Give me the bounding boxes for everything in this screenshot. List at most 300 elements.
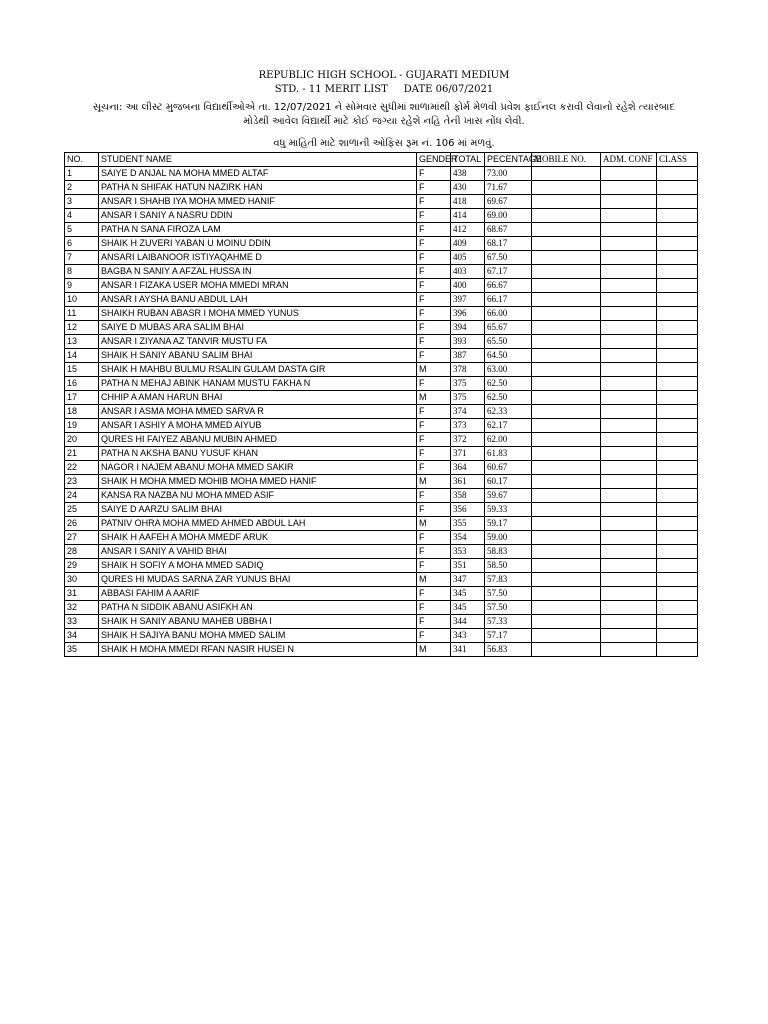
class-cell — [657, 517, 698, 531]
student-name-cell: PATHA N SANA FIROZA LAM — [99, 223, 417, 237]
student-name-cell: ANSAR I AYSHA BANU ABDUL LAH — [99, 293, 417, 307]
gender-cell: F — [417, 223, 451, 237]
percentage-cell: 62.33 — [485, 405, 532, 419]
adm-conf-cell — [601, 517, 657, 531]
total-marks-cell: 353 — [451, 545, 485, 559]
percentage-cell: 59.17 — [485, 517, 532, 531]
col-header-student-name: STUDENT NAME — [99, 153, 417, 167]
gender-cell: F — [417, 181, 451, 195]
percentage-cell: 67.50 — [485, 251, 532, 265]
class-cell — [657, 391, 698, 405]
adm-conf-cell — [601, 335, 657, 349]
mobile-no-cell — [532, 391, 601, 405]
student-name-cell: SHAIK H MOHA MMED MOHIB MOHA MMED HANIF — [99, 475, 417, 489]
table-row — [65, 181, 698, 195]
table-row — [65, 167, 698, 181]
mobile-no-cell — [532, 335, 601, 349]
student-name-cell: QURES HI MUDAS SARNA ZAR YUNUS BHAI — [99, 573, 417, 587]
gender-cell: F — [417, 167, 451, 181]
total-marks-cell: 396 — [451, 307, 485, 321]
adm-conf-cell — [601, 321, 657, 335]
gender-cell: F — [417, 615, 451, 629]
percentage-cell: 57.83 — [485, 573, 532, 587]
gender-cell: F — [417, 377, 451, 391]
student-name-cell: PATHA N AKSHA BANU YUSUF KHAN — [99, 447, 417, 461]
mobile-no-cell — [532, 293, 601, 307]
row-number-cell: 21 — [65, 447, 99, 461]
mobile-no-cell — [532, 377, 601, 391]
adm-conf-cell — [601, 573, 657, 587]
table-row — [65, 503, 698, 517]
adm-conf-cell — [601, 349, 657, 363]
mobile-no-cell — [532, 167, 601, 181]
class-cell — [657, 573, 698, 587]
class-cell — [657, 293, 698, 307]
mobile-no-cell — [532, 531, 601, 545]
row-number-cell: 16 — [65, 377, 99, 391]
table-row — [65, 489, 698, 503]
gender-cell: F — [417, 461, 451, 475]
percentage-cell: 62.50 — [485, 377, 532, 391]
table-row — [65, 559, 698, 573]
percentage-cell: 58.50 — [485, 559, 532, 573]
student-name-cell: SHAIK H AAFEH A MOHA MMEDF ARUK — [99, 531, 417, 545]
row-number-cell: 11 — [65, 307, 99, 321]
total-marks-cell: 361 — [451, 475, 485, 489]
adm-conf-cell — [601, 475, 657, 489]
table-row — [65, 377, 698, 391]
mobile-no-cell — [532, 615, 601, 629]
total-marks-cell: 356 — [451, 503, 485, 517]
gender-cell: F — [417, 349, 451, 363]
student-name-cell: SAIYE D AARZU SALIM BHAI — [99, 503, 417, 517]
class-cell — [657, 503, 698, 517]
gender-cell: M — [417, 517, 451, 531]
gender-cell: F — [417, 447, 451, 461]
total-marks-cell: 351 — [451, 559, 485, 573]
table-row — [65, 517, 698, 531]
class-cell — [657, 461, 698, 475]
percentage-cell: 73.00 — [485, 167, 532, 181]
total-marks-cell: 378 — [451, 363, 485, 377]
total-marks-cell: 397 — [451, 293, 485, 307]
gender-cell: M — [417, 475, 451, 489]
col-header-adm-conf: ADM. CONF — [601, 153, 657, 167]
adm-conf-cell — [601, 643, 657, 657]
student-name-cell: PATHA N SHIFAK HATUN NAZIRK HAN — [99, 181, 417, 195]
gender-cell: F — [417, 405, 451, 419]
mobile-no-cell — [532, 489, 601, 503]
class-cell — [657, 195, 698, 209]
mobile-no-cell — [532, 503, 601, 517]
student-name-cell: ANSAR I ZIYANA AZ TANVIR MUSTU FA — [99, 335, 417, 349]
gender-cell: F — [417, 209, 451, 223]
class-cell — [657, 545, 698, 559]
row-number-cell: 23 — [65, 475, 99, 489]
table-row — [65, 195, 698, 209]
adm-conf-cell — [601, 559, 657, 573]
table-row — [65, 461, 698, 475]
mobile-no-cell — [532, 251, 601, 265]
table-row — [65, 251, 698, 265]
adm-conf-cell — [601, 461, 657, 475]
adm-conf-cell — [601, 293, 657, 307]
adm-conf-cell — [601, 237, 657, 251]
row-number-cell: 10 — [65, 293, 99, 307]
table-row — [65, 265, 698, 279]
adm-conf-cell — [601, 405, 657, 419]
row-number-cell: 17 — [65, 391, 99, 405]
mobile-no-cell — [532, 433, 601, 447]
gender-cell: F — [417, 251, 451, 265]
class-cell — [657, 377, 698, 391]
percentage-cell: 66.00 — [485, 307, 532, 321]
adm-conf-cell — [601, 265, 657, 279]
student-name-cell: SHAIK H SAJIYA BANU MOHA MMED SALIM — [99, 629, 417, 643]
row-number-cell: 19 — [65, 419, 99, 433]
row-number-cell: 28 — [65, 545, 99, 559]
adm-conf-cell — [601, 181, 657, 195]
total-marks-cell: 403 — [451, 265, 485, 279]
mobile-no-cell — [532, 545, 601, 559]
class-cell — [657, 237, 698, 251]
percentage-cell: 57.17 — [485, 629, 532, 643]
col-header-mobile-no: MOBILE NO. — [532, 153, 601, 167]
mobile-no-cell — [532, 279, 601, 293]
adm-conf-cell — [601, 391, 657, 405]
notice-line-2: મોડેથી આવેલ વિદ્યાર્થી માટે કોઈ જગ્યા રહેશે નહિ તેની ખાસ નોંધ લેવી. — [243, 116, 525, 127]
class-cell — [657, 587, 698, 601]
adm-conf-cell — [601, 615, 657, 629]
student-name-cell: ABBASI FAHIM A AARIF — [99, 587, 417, 601]
class-cell — [657, 335, 698, 349]
adm-conf-cell — [601, 307, 657, 321]
percentage-cell: 65.50 — [485, 335, 532, 349]
mobile-no-cell — [532, 237, 601, 251]
class-cell — [657, 167, 698, 181]
school-title: REPUBLIC HIGH SCHOOL - GUJARATI MEDIUM — [258, 70, 510, 81]
gender-cell: F — [417, 545, 451, 559]
student-name-cell: SAIYE D MUBAS ARA SALIM BHAI — [99, 321, 417, 335]
total-marks-cell: 344 — [451, 615, 485, 629]
class-cell — [657, 405, 698, 419]
mobile-no-cell — [532, 223, 601, 237]
percentage-cell: 66.17 — [485, 293, 532, 307]
percentage-cell: 69.00 — [485, 209, 532, 223]
student-name-cell: BAGBA N SANIY A AFZAL HUSSA IN — [99, 265, 417, 279]
student-name-cell: NAGOR I NAJEM ABANU MOHA MMED SAKIR — [99, 461, 417, 475]
mobile-no-cell — [532, 643, 601, 657]
adm-conf-cell — [601, 209, 657, 223]
row-number-cell: 12 — [65, 321, 99, 335]
adm-conf-cell — [601, 167, 657, 181]
gender-cell: F — [417, 265, 451, 279]
col-header-class: CLASS — [657, 153, 698, 167]
gender-cell: F — [417, 489, 451, 503]
student-name-cell: SHAIK H SOFIY A MOHA MMED SADIQ — [99, 559, 417, 573]
row-number-cell: 30 — [65, 573, 99, 587]
percentage-cell: 60.17 — [485, 475, 532, 489]
mobile-no-cell — [532, 307, 601, 321]
adm-conf-cell — [601, 223, 657, 237]
total-marks-cell: 375 — [451, 391, 485, 405]
total-marks-cell: 438 — [451, 167, 485, 181]
total-marks-cell: 343 — [451, 629, 485, 643]
mobile-no-cell — [532, 573, 601, 587]
total-marks-cell: 345 — [451, 601, 485, 615]
row-number-cell: 8 — [65, 265, 99, 279]
student-name-cell: PATHA N MEHAJ ABINK HANAM MUSTU FAKHA N — [99, 377, 417, 391]
class-cell — [657, 265, 698, 279]
gender-cell: F — [417, 433, 451, 447]
mobile-no-cell — [532, 209, 601, 223]
col-header-gender: GENDER — [417, 153, 451, 167]
student-name-cell: CHHIP A AMAN HARUN BHAI — [99, 391, 417, 405]
total-marks-cell: 355 — [451, 517, 485, 531]
table-row — [65, 643, 698, 657]
class-cell — [657, 615, 698, 629]
class-cell — [657, 643, 698, 657]
table-row — [65, 335, 698, 349]
row-number-cell: 29 — [65, 559, 99, 573]
row-number-cell: 20 — [65, 433, 99, 447]
gender-cell: F — [417, 293, 451, 307]
total-marks-cell: 418 — [451, 195, 485, 209]
list-date: DATE 06/07/2021 — [403, 84, 494, 95]
student-name-cell: SHAIK H MAHBU BULMU RSALIN GULAM DASTA GIR — [99, 363, 417, 377]
class-cell — [657, 251, 698, 265]
percentage-cell: 57.50 — [485, 601, 532, 615]
table-row — [65, 307, 698, 321]
total-marks-cell: 393 — [451, 335, 485, 349]
row-number-cell: 24 — [65, 489, 99, 503]
mobile-no-cell — [532, 265, 601, 279]
percentage-cell: 57.50 — [485, 587, 532, 601]
row-number-cell: 15 — [65, 363, 99, 377]
adm-conf-cell — [601, 279, 657, 293]
row-number-cell: 33 — [65, 615, 99, 629]
class-cell — [657, 601, 698, 615]
col-header-percentage: PECENTAGE — [485, 153, 532, 167]
notice-line-3: વધુ માહિતી માટે શાળાની ઓફિસ રૂમ નં. 106 માં મળવું. — [273, 138, 495, 149]
class-cell — [657, 475, 698, 489]
gender-cell: F — [417, 503, 451, 517]
adm-conf-cell — [601, 377, 657, 391]
total-marks-cell: 345 — [451, 587, 485, 601]
class-cell — [657, 433, 698, 447]
class-cell — [657, 419, 698, 433]
percentage-cell: 60.67 — [485, 461, 532, 475]
row-number-cell: 35 — [65, 643, 99, 657]
adm-conf-cell — [601, 251, 657, 265]
percentage-cell: 58.83 — [485, 545, 532, 559]
total-marks-cell: 358 — [451, 489, 485, 503]
table-row — [65, 349, 698, 363]
total-marks-cell: 372 — [451, 433, 485, 447]
table-row — [65, 573, 698, 587]
gender-cell: F — [417, 237, 451, 251]
adm-conf-cell — [601, 629, 657, 643]
class-cell — [657, 363, 698, 377]
class-cell — [657, 181, 698, 195]
student-name-cell: SHAIK H ZUVERI YABAN U MOINU DDIN — [99, 237, 417, 251]
table-row — [65, 321, 698, 335]
adm-conf-cell — [601, 531, 657, 545]
adm-conf-cell — [601, 545, 657, 559]
row-number-cell: 18 — [65, 405, 99, 419]
table-row — [65, 419, 698, 433]
total-marks-cell: 430 — [451, 181, 485, 195]
table-row — [65, 209, 698, 223]
percentage-cell: 67.17 — [485, 265, 532, 279]
gender-cell: F — [417, 587, 451, 601]
total-marks-cell: 412 — [451, 223, 485, 237]
row-number-cell: 22 — [65, 461, 99, 475]
adm-conf-cell — [601, 503, 657, 517]
mobile-no-cell — [532, 475, 601, 489]
mobile-no-cell — [532, 405, 601, 419]
student-name-cell: PATNIV OHRA MOHA MMED AHMED ABDUL LAH — [99, 517, 417, 531]
adm-conf-cell — [601, 433, 657, 447]
percentage-cell: 56.83 — [485, 643, 532, 657]
row-number-cell: 14 — [65, 349, 99, 363]
student-name-cell: SHAIK H SANIY ABANU MAHEB UBBHA I — [99, 615, 417, 629]
student-name-cell: ANSAR I ASMA MOHA MMED SARVA R — [99, 405, 417, 419]
adm-conf-cell — [601, 489, 657, 503]
percentage-cell: 64.50 — [485, 349, 532, 363]
table-row — [65, 615, 698, 629]
total-marks-cell: 371 — [451, 447, 485, 461]
total-marks-cell: 387 — [451, 349, 485, 363]
gender-cell: F — [417, 279, 451, 293]
total-marks-cell: 347 — [451, 573, 485, 587]
table-row — [65, 587, 698, 601]
percentage-cell: 62.50 — [485, 391, 532, 405]
gender-cell: F — [417, 601, 451, 615]
row-number-cell: 25 — [65, 503, 99, 517]
row-number-cell: 26 — [65, 517, 99, 531]
col-header-total: TOTAL — [451, 153, 485, 167]
percentage-cell: 66.67 — [485, 279, 532, 293]
row-number-cell: 7 — [65, 251, 99, 265]
gender-cell: M — [417, 391, 451, 405]
gender-cell: M — [417, 643, 451, 657]
adm-conf-cell — [601, 195, 657, 209]
row-number-cell: 31 — [65, 587, 99, 601]
student-name-cell: ANSAR I ASHIY A MOHA MMED AIYUB — [99, 419, 417, 433]
row-number-cell: 13 — [65, 335, 99, 349]
percentage-cell: 57.33 — [485, 615, 532, 629]
gender-cell: F — [417, 307, 451, 321]
mobile-no-cell — [532, 559, 601, 573]
row-number-cell: 32 — [65, 601, 99, 615]
student-name-cell: SHAIKH RUBAN ABASR I MOHA MMED YUNUS — [99, 307, 417, 321]
student-name-cell: ANSAR I SANIY A NASRU DDIN — [99, 209, 417, 223]
row-number-cell: 4 — [65, 209, 99, 223]
table-row — [65, 293, 698, 307]
row-number-cell: 3 — [65, 195, 99, 209]
percentage-cell: 62.17 — [485, 419, 532, 433]
class-cell — [657, 349, 698, 363]
merit-list-label: STD. - 11 MERIT LIST — [274, 84, 388, 95]
student-name-cell: SHAIK H MOHA MMEDI RFAN NASIR HUSEI N — [99, 643, 417, 657]
gender-cell: F — [417, 321, 451, 335]
adm-conf-cell — [601, 601, 657, 615]
student-name-cell: ANSAR I SANIY A VAHID BHAI — [99, 545, 417, 559]
mobile-no-cell — [532, 587, 601, 601]
total-marks-cell: 405 — [451, 251, 485, 265]
merit-list-subtitle — [0, 84, 768, 96]
adm-conf-cell — [601, 363, 657, 377]
class-cell — [657, 209, 698, 223]
class-cell — [657, 447, 698, 461]
class-cell — [657, 489, 698, 503]
table-row — [65, 223, 698, 237]
mobile-no-cell — [532, 363, 601, 377]
total-marks-cell: 375 — [451, 377, 485, 391]
mobile-no-cell — [532, 321, 601, 335]
total-marks-cell: 354 — [451, 531, 485, 545]
percentage-cell: 69.67 — [485, 195, 532, 209]
gender-cell: M — [417, 363, 451, 377]
student-name-cell: ANSAR I SHAHB IYA MOHA MMED HANIF — [99, 195, 417, 209]
class-cell — [657, 531, 698, 545]
mobile-no-cell — [532, 517, 601, 531]
percentage-cell: 59.67 — [485, 489, 532, 503]
table-row — [65, 601, 698, 615]
percentage-cell: 68.17 — [485, 237, 532, 251]
student-name-cell: SHAIK H SANIY ABANU SALIM BHAI — [99, 349, 417, 363]
class-cell — [657, 321, 698, 335]
total-marks-cell: 409 — [451, 237, 485, 251]
mobile-no-cell — [532, 419, 601, 433]
table-row — [65, 433, 698, 447]
student-name-cell: SAIYE D ANJAL NA MOHA MMED ALTAF — [99, 167, 417, 181]
mobile-no-cell — [532, 461, 601, 475]
mobile-no-cell — [532, 195, 601, 209]
gender-cell: F — [417, 531, 451, 545]
table-row — [65, 279, 698, 293]
percentage-cell: 65.67 — [485, 321, 532, 335]
percentage-cell: 63.00 — [485, 363, 532, 377]
class-cell — [657, 559, 698, 573]
mobile-no-cell — [532, 181, 601, 195]
mobile-no-cell — [532, 601, 601, 615]
gender-cell: F — [417, 335, 451, 349]
class-cell — [657, 279, 698, 293]
table-row — [65, 237, 698, 251]
mobile-no-cell — [532, 447, 601, 461]
total-marks-cell: 414 — [451, 209, 485, 223]
class-cell — [657, 307, 698, 321]
gender-cell: F — [417, 629, 451, 643]
total-marks-cell: 400 — [451, 279, 485, 293]
total-marks-cell: 341 — [451, 643, 485, 657]
student-name-cell: KANSA RA NAZBA NU MOHA MMED ASIF — [99, 489, 417, 503]
table-row — [65, 391, 698, 405]
table-row — [65, 629, 698, 643]
total-marks-cell: 394 — [451, 321, 485, 335]
total-marks-cell: 364 — [451, 461, 485, 475]
class-cell — [657, 629, 698, 643]
gender-cell: M — [417, 573, 451, 587]
row-number-cell: 1 — [65, 167, 99, 181]
mobile-no-cell — [532, 629, 601, 643]
percentage-cell: 71.67 — [485, 181, 532, 195]
row-number-cell: 27 — [65, 531, 99, 545]
gender-cell: F — [417, 195, 451, 209]
percentage-cell: 68.67 — [485, 223, 532, 237]
